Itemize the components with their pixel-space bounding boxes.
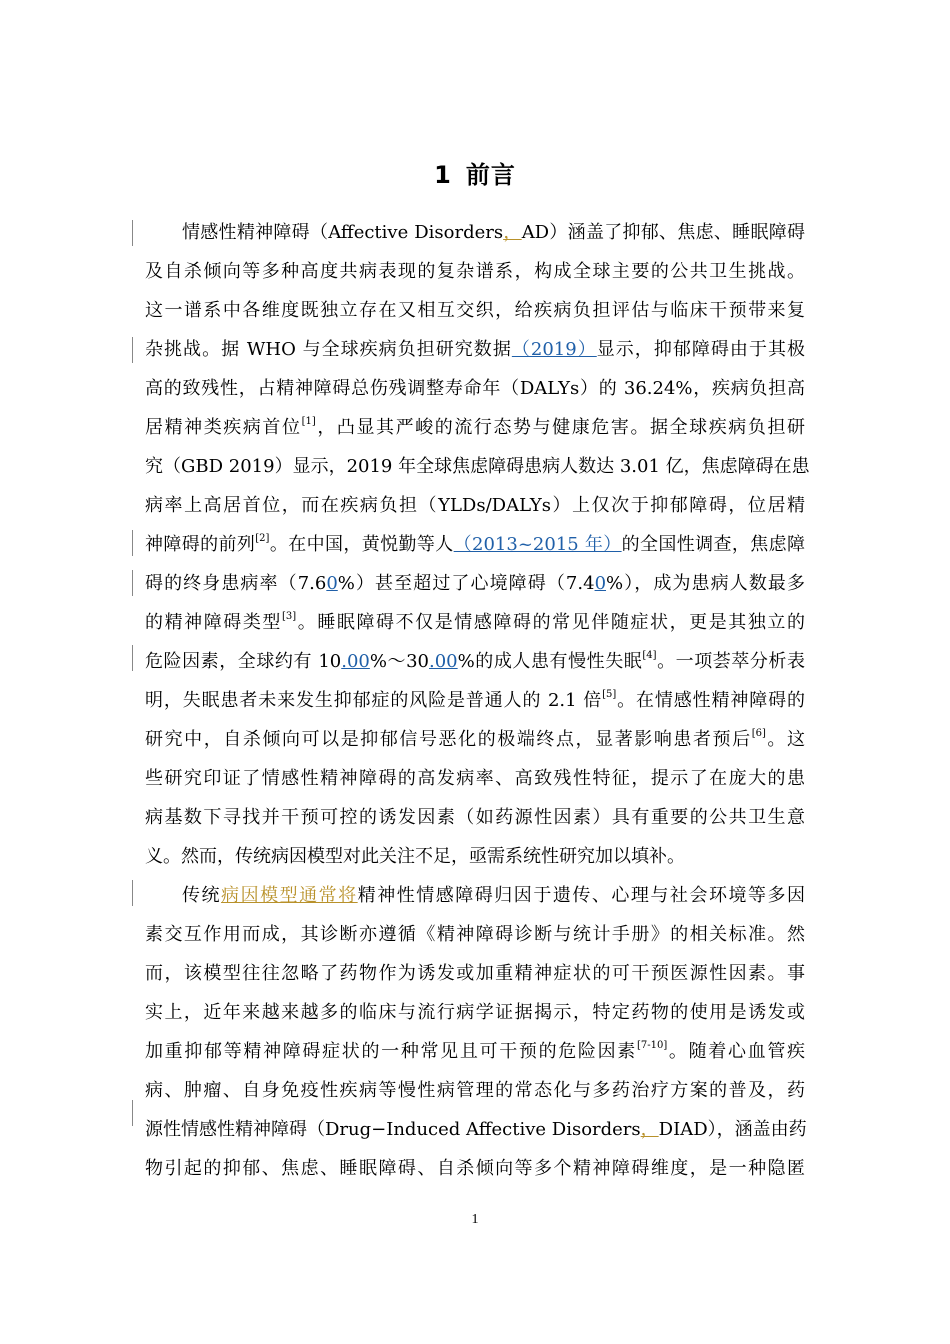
citation-link[interactable]: （2019）: [511, 339, 597, 360]
reference-mark[interactable]: [4]: [642, 650, 657, 661]
text-line: 明，失眠患者未来发生抑郁症的风险是普通人的 2.1 倍[5]。在情感性精神障碍的: [145, 689, 805, 711]
text-line: 居精神类疾病首位[1]，凸显其严峻的流行态势与健康危害。据全球疾病负担研: [145, 416, 806, 438]
inserted-text: ，: [503, 222, 522, 243]
text-line: 源性情感性精神障碍（Drug−Induced Affective Disorders，DIAD），涵盖由药: [145, 1119, 807, 1140]
text-line: 危险因素，全球约有 10.00%～30.00%的成人患有慢性失眠[4]。一项荟萃分析表: [145, 650, 805, 672]
body-text: [145, 213, 810, 1188]
text-line: 物引起的抑郁、焦虑、睡眠障碍、自杀倾向等多个精神障碍维度，是一种隐匿: [145, 1158, 805, 1179]
text-line: 素交互作用而成，其诊断亦遵循《精神障碍诊断与统计手册》的相关标准。然: [145, 924, 805, 945]
reference-mark[interactable]: [1]: [301, 416, 316, 427]
change-bar: [132, 337, 133, 363]
change-bar: [132, 530, 133, 556]
text-line: 实上，近年来越来越多的临床与流行病学证据揭示，特定药物的使用是诱发或: [145, 1002, 805, 1023]
inserted-text: ，: [640, 1119, 659, 1140]
change-bar: [132, 570, 133, 596]
reference-mark[interactable]: [2]: [255, 533, 270, 544]
section-title: 前言: [465, 161, 516, 189]
text-line: 高的致残性，占精神障碍总伤残调整寿命年（DALYs）的 36.24%，疾病负担高: [145, 378, 805, 399]
edited-digit[interactable]: .00: [341, 651, 370, 672]
reference-mark[interactable]: [3]: [282, 611, 297, 622]
text-line: 神障碍的前列[2]。在中国，黄悦勤等人（2013~2015 年）的全国性调查，焦虑障: [145, 533, 806, 555]
text-line: 义。然而，传统病因模型对此关注不足，亟需系统性研究加以填补。: [145, 846, 685, 867]
section-heading: [0, 155, 950, 190]
text-line: 加重抑郁等精神障碍症状的一种常见且可干预的危险因素[7-10]。随着心血管疾: [145, 1040, 806, 1062]
text-line: 而，该模型往往忽略了药物作为诱发或加重精神症状的可干预医源性因素。事: [145, 963, 805, 984]
change-bar: [132, 1100, 133, 1126]
inserted-text: 病因模型通常将: [221, 885, 358, 906]
edited-digit[interactable]: 0: [594, 573, 607, 594]
reference-mark[interactable]: [7-10]: [636, 1040, 668, 1051]
text-line: 病率上高居首位，而在疾病负担（YLDs/DALYs）上仅次于抑郁障碍，位居精: [145, 495, 805, 516]
text-line: 这一谱系中各维度既独立存在又相互交织，给疾病负担评估与临床干预带来复: [145, 300, 805, 321]
section-number: 1: [434, 161, 452, 189]
page-number: 1: [471, 1212, 479, 1227]
change-bar: [132, 645, 133, 671]
citation-link[interactable]: （2013~2015 年）: [453, 534, 622, 555]
change-bar: [132, 880, 133, 906]
change-bar: [132, 220, 133, 246]
reference-mark[interactable]: [5]: [602, 689, 617, 700]
text-line: 杂挑战。据 WHO 与全球疾病负担研究数据（2019）显示，抑郁障碍由于其极: [145, 339, 806, 360]
text-line: 病、肿瘤、自身免疫性疾病等慢性病管理的常态化与多药治疗方案的普及，药: [145, 1080, 805, 1101]
reference-mark[interactable]: [6]: [751, 728, 766, 739]
text-line: 及自杀倾向等多种高度共病表现的复杂谱系，构成全球主要的公共卫生挑战。: [145, 261, 805, 282]
text-line: 碍的终身患病率（7.60%）甚至超过了心境障碍（7.40%），成为患病人数最多: [145, 573, 805, 594]
text-line: 情感性精神障碍（Affective Disorders，AD）涵盖了抑郁、焦虑、睡眠障碍: [182, 222, 806, 243]
text-line: 传统病因模型通常将精神性情感障碍归因于遗传、心理与社会环境等多因: [182, 885, 806, 906]
text-line: 些研究印证了情感性精神障碍的高发病率、高致残性特征，提示了在庞大的患: [145, 768, 805, 789]
text-line: 研究中，自杀倾向可以是抑郁信号恶化的极端终点，显著影响患者预后[6]。这: [145, 728, 806, 750]
edited-digit[interactable]: .00: [429, 651, 458, 672]
text-line: 究（GBD 2019）显示，2019 年全球焦虑障碍患病人数达 3.01 亿，焦虑障碍在患: [145, 456, 810, 477]
text-line: 病基数下寻找并干预可控的诱发因素（如药源性因素）具有重要的公共卫生意: [145, 807, 805, 828]
text-line: 的精神障碍类型[3]。睡眠障碍不仅是情感障碍的常见伴随症状，更是其独立的: [145, 611, 806, 633]
edited-digit[interactable]: 0: [326, 573, 338, 594]
